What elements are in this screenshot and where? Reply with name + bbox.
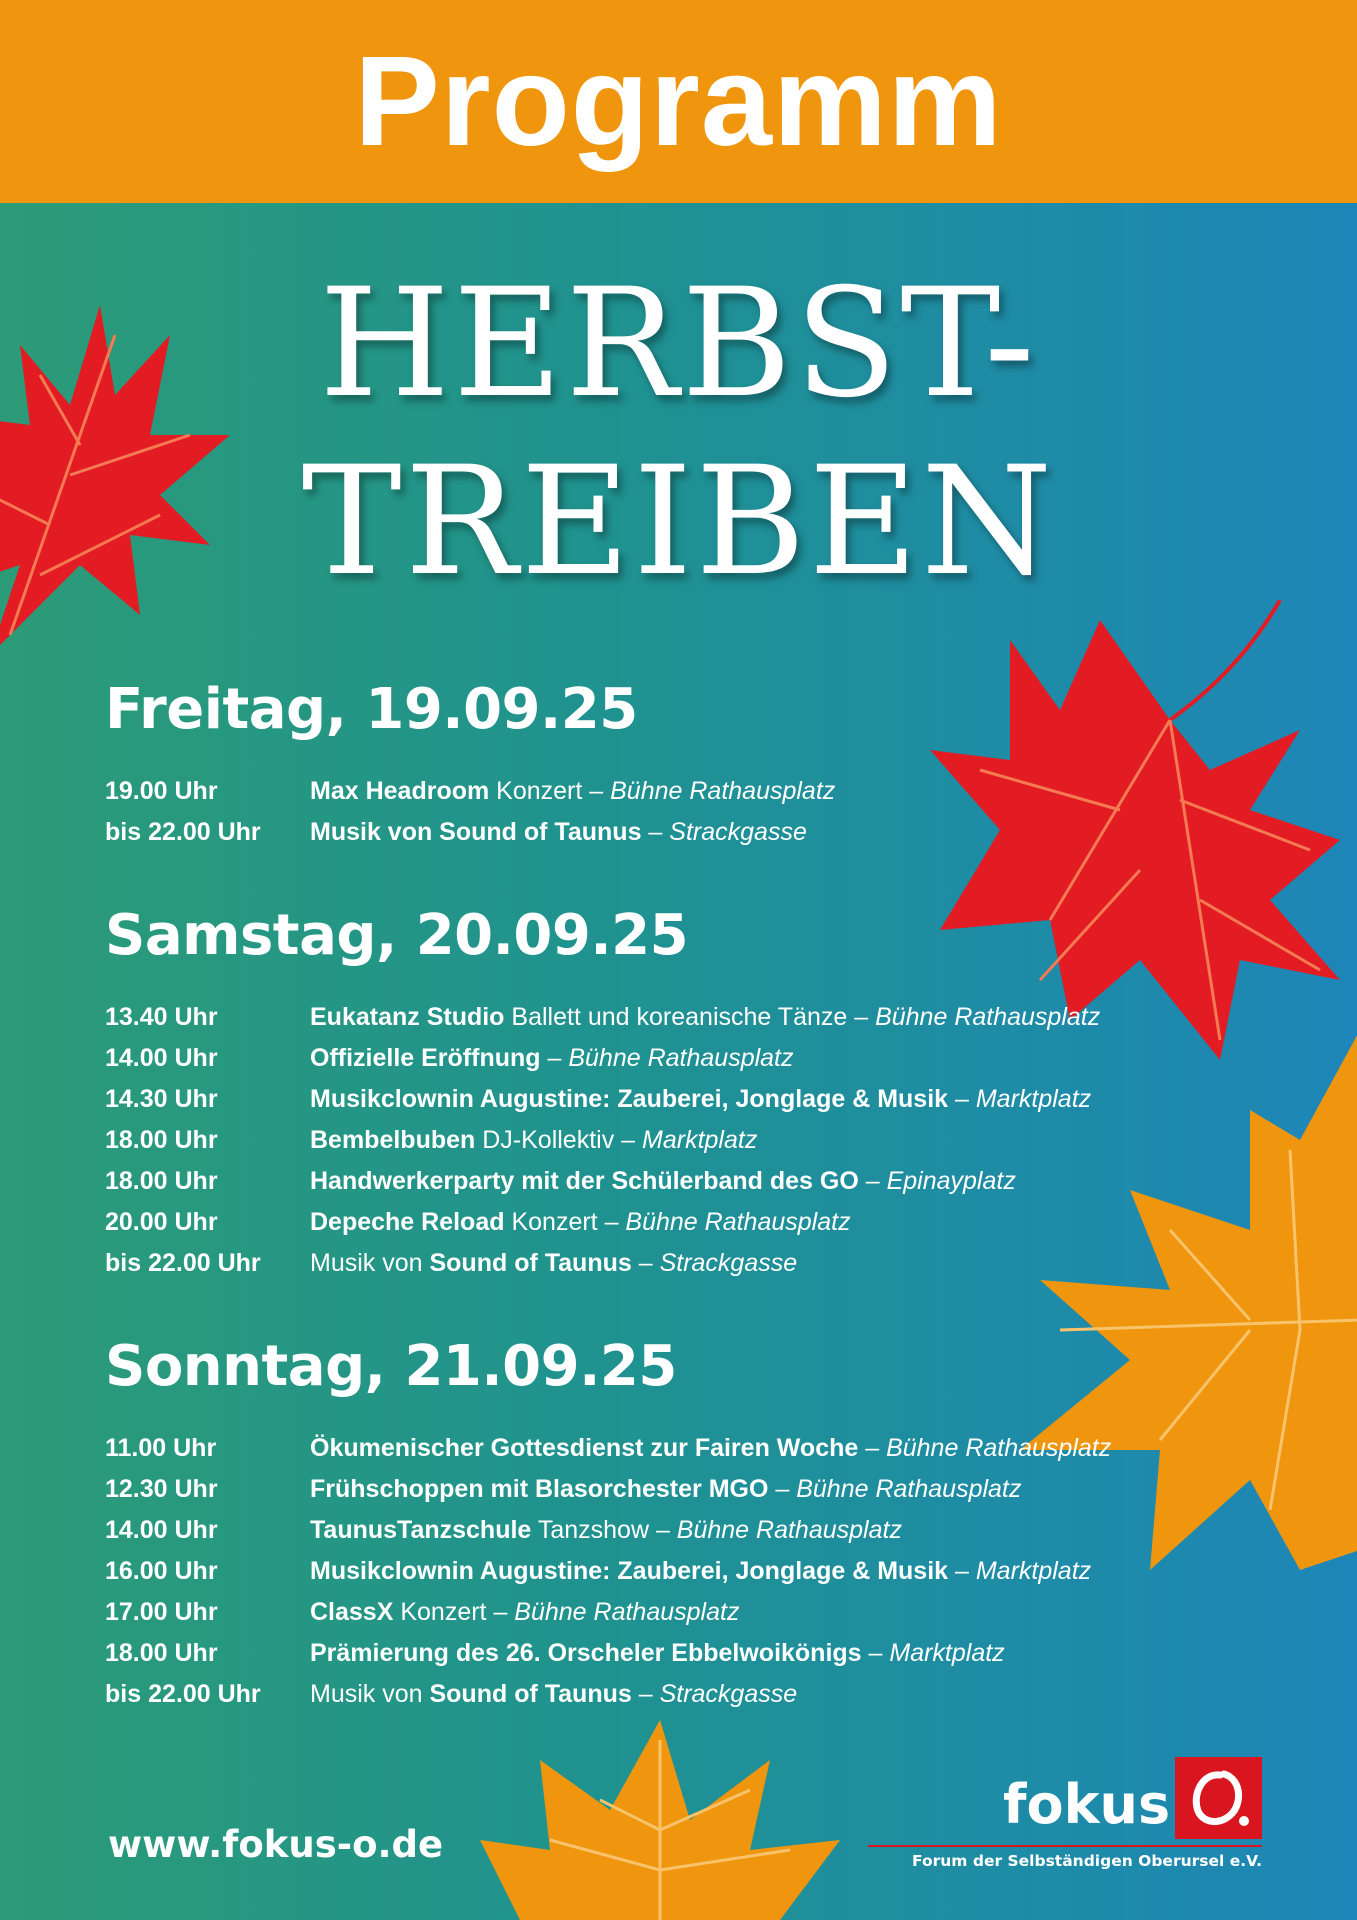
event-time: 18.00 Uhr — [105, 1126, 218, 1154]
event-row — [105, 997, 1255, 1038]
event-time: 13.40 Uhr — [105, 1003, 218, 1031]
event-text: – — [858, 1167, 887, 1195]
event-time: bis 22.00 Uhr — [105, 818, 261, 846]
event-location: Bühne Rathausplatz — [676, 1516, 902, 1544]
event-text: – — [631, 1249, 660, 1277]
event-name: Max Headroom — [310, 777, 490, 805]
program-schedule — [105, 675, 1255, 1763]
event-list — [105, 1428, 1255, 1715]
event-text: Tanzshow – — [531, 1516, 677, 1544]
event-text: Konzert – — [489, 777, 611, 805]
event-name: Musikclownin Augustine: Zauberei, Jonglage & Musik — [310, 1085, 949, 1113]
event-time: 20.00 Uhr — [105, 1208, 218, 1236]
event-text: Konzert – — [504, 1208, 626, 1236]
logo-o-icon — [1184, 1765, 1254, 1831]
event-description — [310, 1674, 1255, 1715]
event-location: Marktplatz — [889, 1639, 1005, 1667]
day-heading: Samstag, 20.09.25 — [105, 903, 689, 968]
header-title: Programm — [354, 29, 1003, 173]
event-description — [310, 1428, 1255, 1469]
event-text: Musik von — [310, 1680, 430, 1708]
event-time: 19.00 Uhr — [105, 777, 218, 805]
event-text: – — [631, 1680, 660, 1708]
event-time: 12.30 Uhr — [105, 1475, 218, 1503]
event-location: Marktplatz — [975, 1085, 1092, 1113]
event-description — [310, 1202, 1255, 1243]
event-name: Sound of Taunus — [429, 1249, 632, 1277]
event-description — [310, 1469, 1255, 1510]
event-text: – — [858, 1434, 887, 1462]
event-row — [105, 1551, 1255, 1592]
event-location: Strackgasse — [659, 1249, 798, 1277]
event-time: 14.30 Uhr — [105, 1085, 218, 1113]
event-time: 18.00 Uhr — [105, 1639, 218, 1667]
event-name: Musik von Sound of Taunus — [310, 818, 642, 846]
event-text: Konzert – — [393, 1598, 515, 1626]
event-description — [310, 1243, 1255, 1284]
event-row — [105, 1428, 1255, 1469]
event-name: Handwerkerparty mit der Schülerband des GO — [310, 1167, 859, 1195]
header-band — [0, 0, 1357, 203]
event-row — [105, 812, 1255, 853]
event-location: Strackgasse — [669, 818, 807, 846]
event-time: 17.00 Uhr — [105, 1598, 218, 1626]
event-name: Depeche Reload — [310, 1208, 505, 1236]
event-description — [310, 812, 1255, 853]
event-name: Ökumenischer Gottesdienst zur Fairen Woche — [310, 1434, 859, 1462]
fokus-logo — [868, 1757, 1268, 1870]
logo-tagline: Forum der Selbständigen Oberursel e.V. — [912, 1852, 1262, 1870]
logo-underline — [868, 1845, 1262, 1847]
event-description — [310, 1633, 1255, 1674]
event-row — [105, 1243, 1255, 1284]
event-name: Frühschoppen mit Blasorchester MGO — [310, 1475, 769, 1503]
event-list — [105, 997, 1255, 1284]
event-row — [105, 1161, 1255, 1202]
event-name: Prämierung des 26. Orscheler Ebbelwoikönigs — [310, 1639, 862, 1667]
event-time: 11.00 Uhr — [105, 1434, 217, 1462]
event-location: Strackgasse — [659, 1680, 798, 1708]
event-location: Bühne Rathausplatz — [886, 1434, 1112, 1462]
event-row — [105, 1674, 1255, 1715]
event-row — [105, 1592, 1255, 1633]
event-list — [105, 771, 1255, 853]
logo-mark — [1175, 1757, 1262, 1839]
event-row — [105, 1038, 1255, 1079]
day-heading: Sonntag, 21.09.25 — [105, 1334, 677, 1399]
day-section — [105, 1332, 1255, 1715]
event-text: – — [861, 1639, 890, 1667]
event-row — [105, 1202, 1255, 1243]
event-name: Musikclownin Augustine: Zauberei, Jonglage & Musik — [310, 1557, 949, 1585]
event-name: TaunusTanzschule — [310, 1516, 532, 1544]
event-title — [0, 255, 1357, 611]
event-text: Ballett und koreanische Tänze – — [504, 1003, 876, 1031]
website-link[interactable]: www.fokus-o.de — [108, 1823, 444, 1866]
day-section — [105, 675, 1255, 853]
event-text: – — [540, 1044, 569, 1072]
event-text: Musik von — [310, 1249, 430, 1277]
event-location: Bühne Rathausplatz — [610, 777, 836, 805]
event-description — [310, 1551, 1255, 1592]
event-location: Bühne Rathausplatz — [625, 1208, 851, 1236]
event-location: Bühne Rathausplatz — [568, 1044, 794, 1072]
event-location: Marktplatz — [975, 1557, 1092, 1585]
event-time: bis 22.00 Uhr — [105, 1680, 261, 1708]
event-row — [105, 771, 1255, 812]
event-location: Bühne Rathausplatz — [875, 1003, 1101, 1031]
event-time: bis 22.00 Uhr — [105, 1249, 261, 1277]
day-heading: Freitag, 19.09.25 — [105, 677, 638, 742]
event-location: Bühne Rathausplatz — [796, 1475, 1022, 1503]
event-text: – — [641, 818, 670, 846]
event-text: – — [948, 1085, 976, 1113]
event-description — [310, 1592, 1255, 1633]
event-row — [105, 1120, 1255, 1161]
event-name: Offizielle Eröffnung — [310, 1044, 541, 1072]
event-text: DJ-Kollektiv – — [475, 1126, 643, 1154]
event-name: ClassX — [310, 1598, 394, 1626]
event-name: Sound of Taunus — [429, 1680, 632, 1708]
event-location: Bühne Rathausplatz — [514, 1598, 740, 1626]
event-row — [105, 1469, 1255, 1510]
event-row — [105, 1510, 1255, 1551]
event-description — [310, 1038, 1255, 1079]
logo-wordmark: fokus — [1003, 1773, 1171, 1836]
event-row — [105, 1079, 1255, 1120]
event-description — [310, 771, 1255, 812]
event-location: Epinayplatz — [886, 1167, 1016, 1195]
event-text: – — [948, 1557, 976, 1585]
event-location: Marktplatz — [642, 1126, 758, 1154]
event-title-line-1: HERBST- — [319, 257, 1038, 431]
day-section — [105, 901, 1255, 1284]
event-name: Eukatanz Studio — [310, 1003, 505, 1031]
event-description — [310, 1079, 1255, 1120]
event-text: – — [768, 1475, 797, 1503]
event-time: 18.00 Uhr — [105, 1167, 218, 1195]
event-description — [310, 997, 1255, 1038]
event-row — [105, 1633, 1255, 1674]
event-title-line-2: TREIBEN — [301, 435, 1056, 609]
event-description — [310, 1161, 1255, 1202]
event-description — [310, 1120, 1255, 1161]
event-name: Bembelbuben — [310, 1126, 476, 1154]
event-time: 14.00 Uhr — [105, 1516, 218, 1544]
event-time: 14.00 Uhr — [105, 1044, 218, 1072]
event-description — [310, 1510, 1255, 1551]
event-time: 16.00 Uhr — [105, 1557, 218, 1585]
